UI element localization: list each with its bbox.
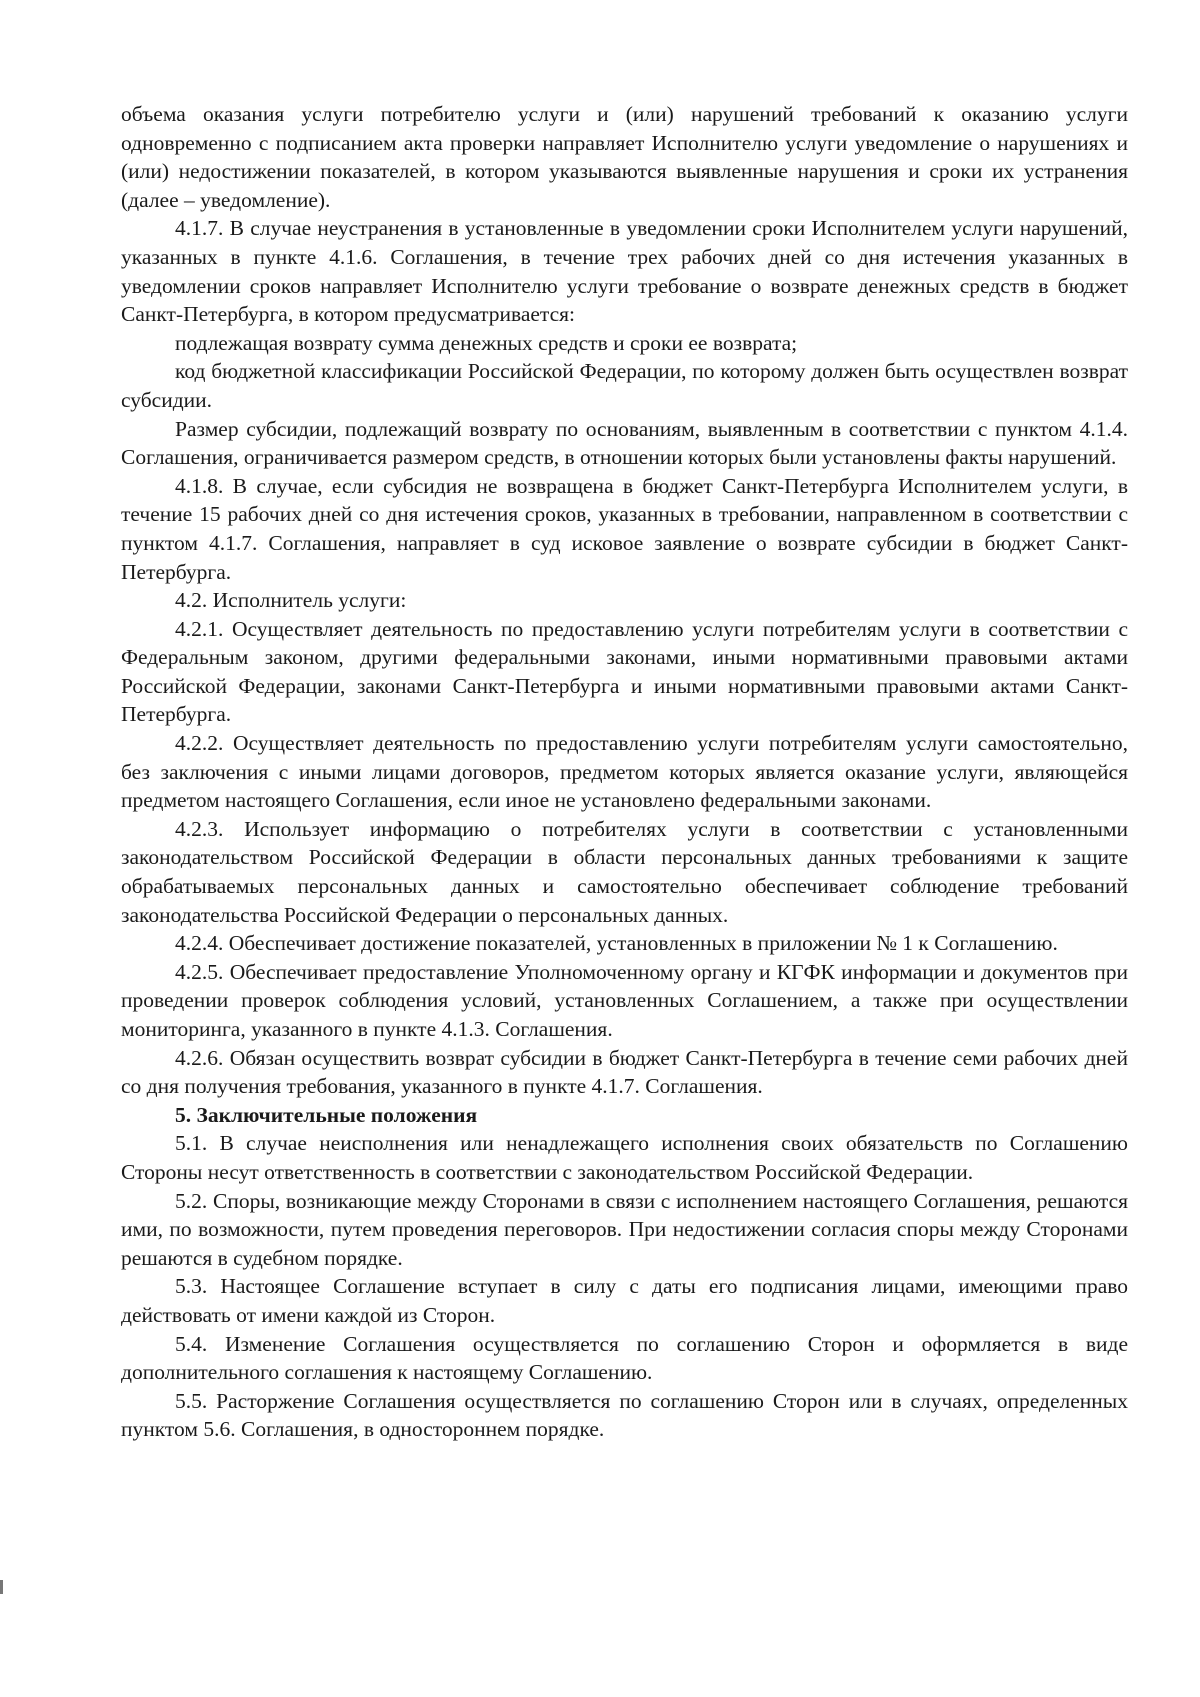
paragraph: 4.2.1. Осуществляет деятельность по предоставлению услуги потребителям услуги в соответствии с Федеральным законом, другими федеральными законами, иными нормативными правовыми актами Российской Федерации, законами Санкт-Петербурга и иными нормативными правовыми актами Санкт-Петербурга. xyxy=(121,616,1128,727)
paragraph: 5.2. Споры, возникающие между Сторонами в связи с исполнением настоящего Соглашения, решаются ими, по возможности, путем проведения переговоров. При недостижении согласия споры между Сторонами решаются в судебном порядке. xyxy=(121,1188,1128,1270)
section-5-paragraphs xyxy=(121,1129,1128,1444)
paragraph: 4.1.7. В случае неустранения в установленные в уведомлении сроки Исполнителем услуги нарушений, указанных в пункте 4.1.6. Соглашения, в течение трех рабочих дней со дня истечения указанных в уведомлении сроков направляет Исполнителю услуги требование о возврате денежных средств в бюджет Санкт-Петербурга, в котором предусматривается: xyxy=(121,216,1128,327)
paragraph: 4.2.4. Обеспечивает достижение показателей, установленных в приложении № 1 к Соглашению. xyxy=(175,931,1058,956)
paragraph: 4.2.3. Использует информацию о потребителях услуги в соответствии с установленными законодательством Российской Федерации в области персональных данных требованиями к защите обрабатываемых персональных данных и самостоятельно обеспечивает соблюдение требований законодательства Российской Федерации о персональных данных. xyxy=(121,816,1128,927)
paragraph: 4.2.5. Обеспечивает предоставление Уполномоченному органу и КГФК информации и документов при проведении проверок соблюдения условий, установленных Соглашением, а также при осуществлении мониторинга, указанного в пункте 4.1.3. Соглашения. xyxy=(121,959,1128,1041)
paragraph: 4.2. Исполнитель услуги: xyxy=(175,588,407,613)
paragraph: код бюджетной классификации Российской Федерации, по которому должен быть осуществлен возврат субсидии. xyxy=(121,359,1128,412)
paragraph: 4.2.2. Осуществляет деятельность по предоставлению услуги потребителям услуги самостоятельно, без заключения с иными лицами договоров, предметом которых является оказание услуги, являющейся предметом настоящего Соглашения, если иное не установлено федеральными законами. xyxy=(121,731,1128,813)
paragraph: подлежащая возврату сумма денежных средств и сроки ее возврата; xyxy=(175,330,798,355)
section-heading: 5. Заключительные положения xyxy=(175,1102,478,1127)
paragraph: 5.1. В случае неисполнения или ненадлежащего исполнения своих обязательств по Соглашению Стороны несут ответственность в соответствии с законодательством Российской Федерации. xyxy=(121,1131,1128,1184)
paragraph: объема оказания услуги потребителю услуги и (или) нарушений требований к оказанию услуги одновременно с подписанием акта проверки направляет Исполнителю услуги уведомление о нарушениях и (или) недостижении показателей, в котором указываются выявленные нарушения и сроки их устранения (далее – уведомление). xyxy=(121,102,1128,212)
scan-edge-mark xyxy=(0,1580,3,1594)
paragraph: 5.4. Изменение Соглашения осуществляется по соглашению Сторон и оформляется в виде дополнительного соглашения к настоящему Соглашению. xyxy=(121,1331,1128,1385)
paragraph: Размер субсидии, подлежащий возврату по основаниям, выявленным в соответствии с пунктом 4.1.4. Соглашения, ограничивается размером средств, в отношении которых были установлены факты нарушений. xyxy=(121,416,1128,470)
document-body xyxy=(121,100,1128,1444)
section-4-paragraphs xyxy=(121,100,1128,1101)
paragraph: 4.2.6. Обязан осуществить возврат субсидии в бюджет Санкт-Петербурга в течение семи рабочих дней со дня получения требования, указанного в пункте 4.1.7. Соглашения. xyxy=(121,1045,1128,1099)
paragraph: 4.1.8. В случае, если субсидия не возвращена в бюджет Санкт-Петербурга Исполнителем услуги, в течение 15 рабочих дней со дня истечения сроков, указанных в требовании, направленном в соответствии с пунктом 4.1.7. Соглашения, направляет в суд исковое заявление о возврате субсидии в бюджет Санкт-Петербурга. xyxy=(121,473,1128,584)
paragraph: 5.3. Настоящее Соглашение вступает в силу с даты его подписания лицами, имеющими право действовать от имени каждой из Сторон. xyxy=(121,1274,1128,1327)
paragraph: 5.5. Расторжение Соглашения осуществляется по соглашению Сторон или в случаях, определенных пунктом 5.6. Соглашения, в одностороннем порядке. xyxy=(121,1388,1128,1442)
